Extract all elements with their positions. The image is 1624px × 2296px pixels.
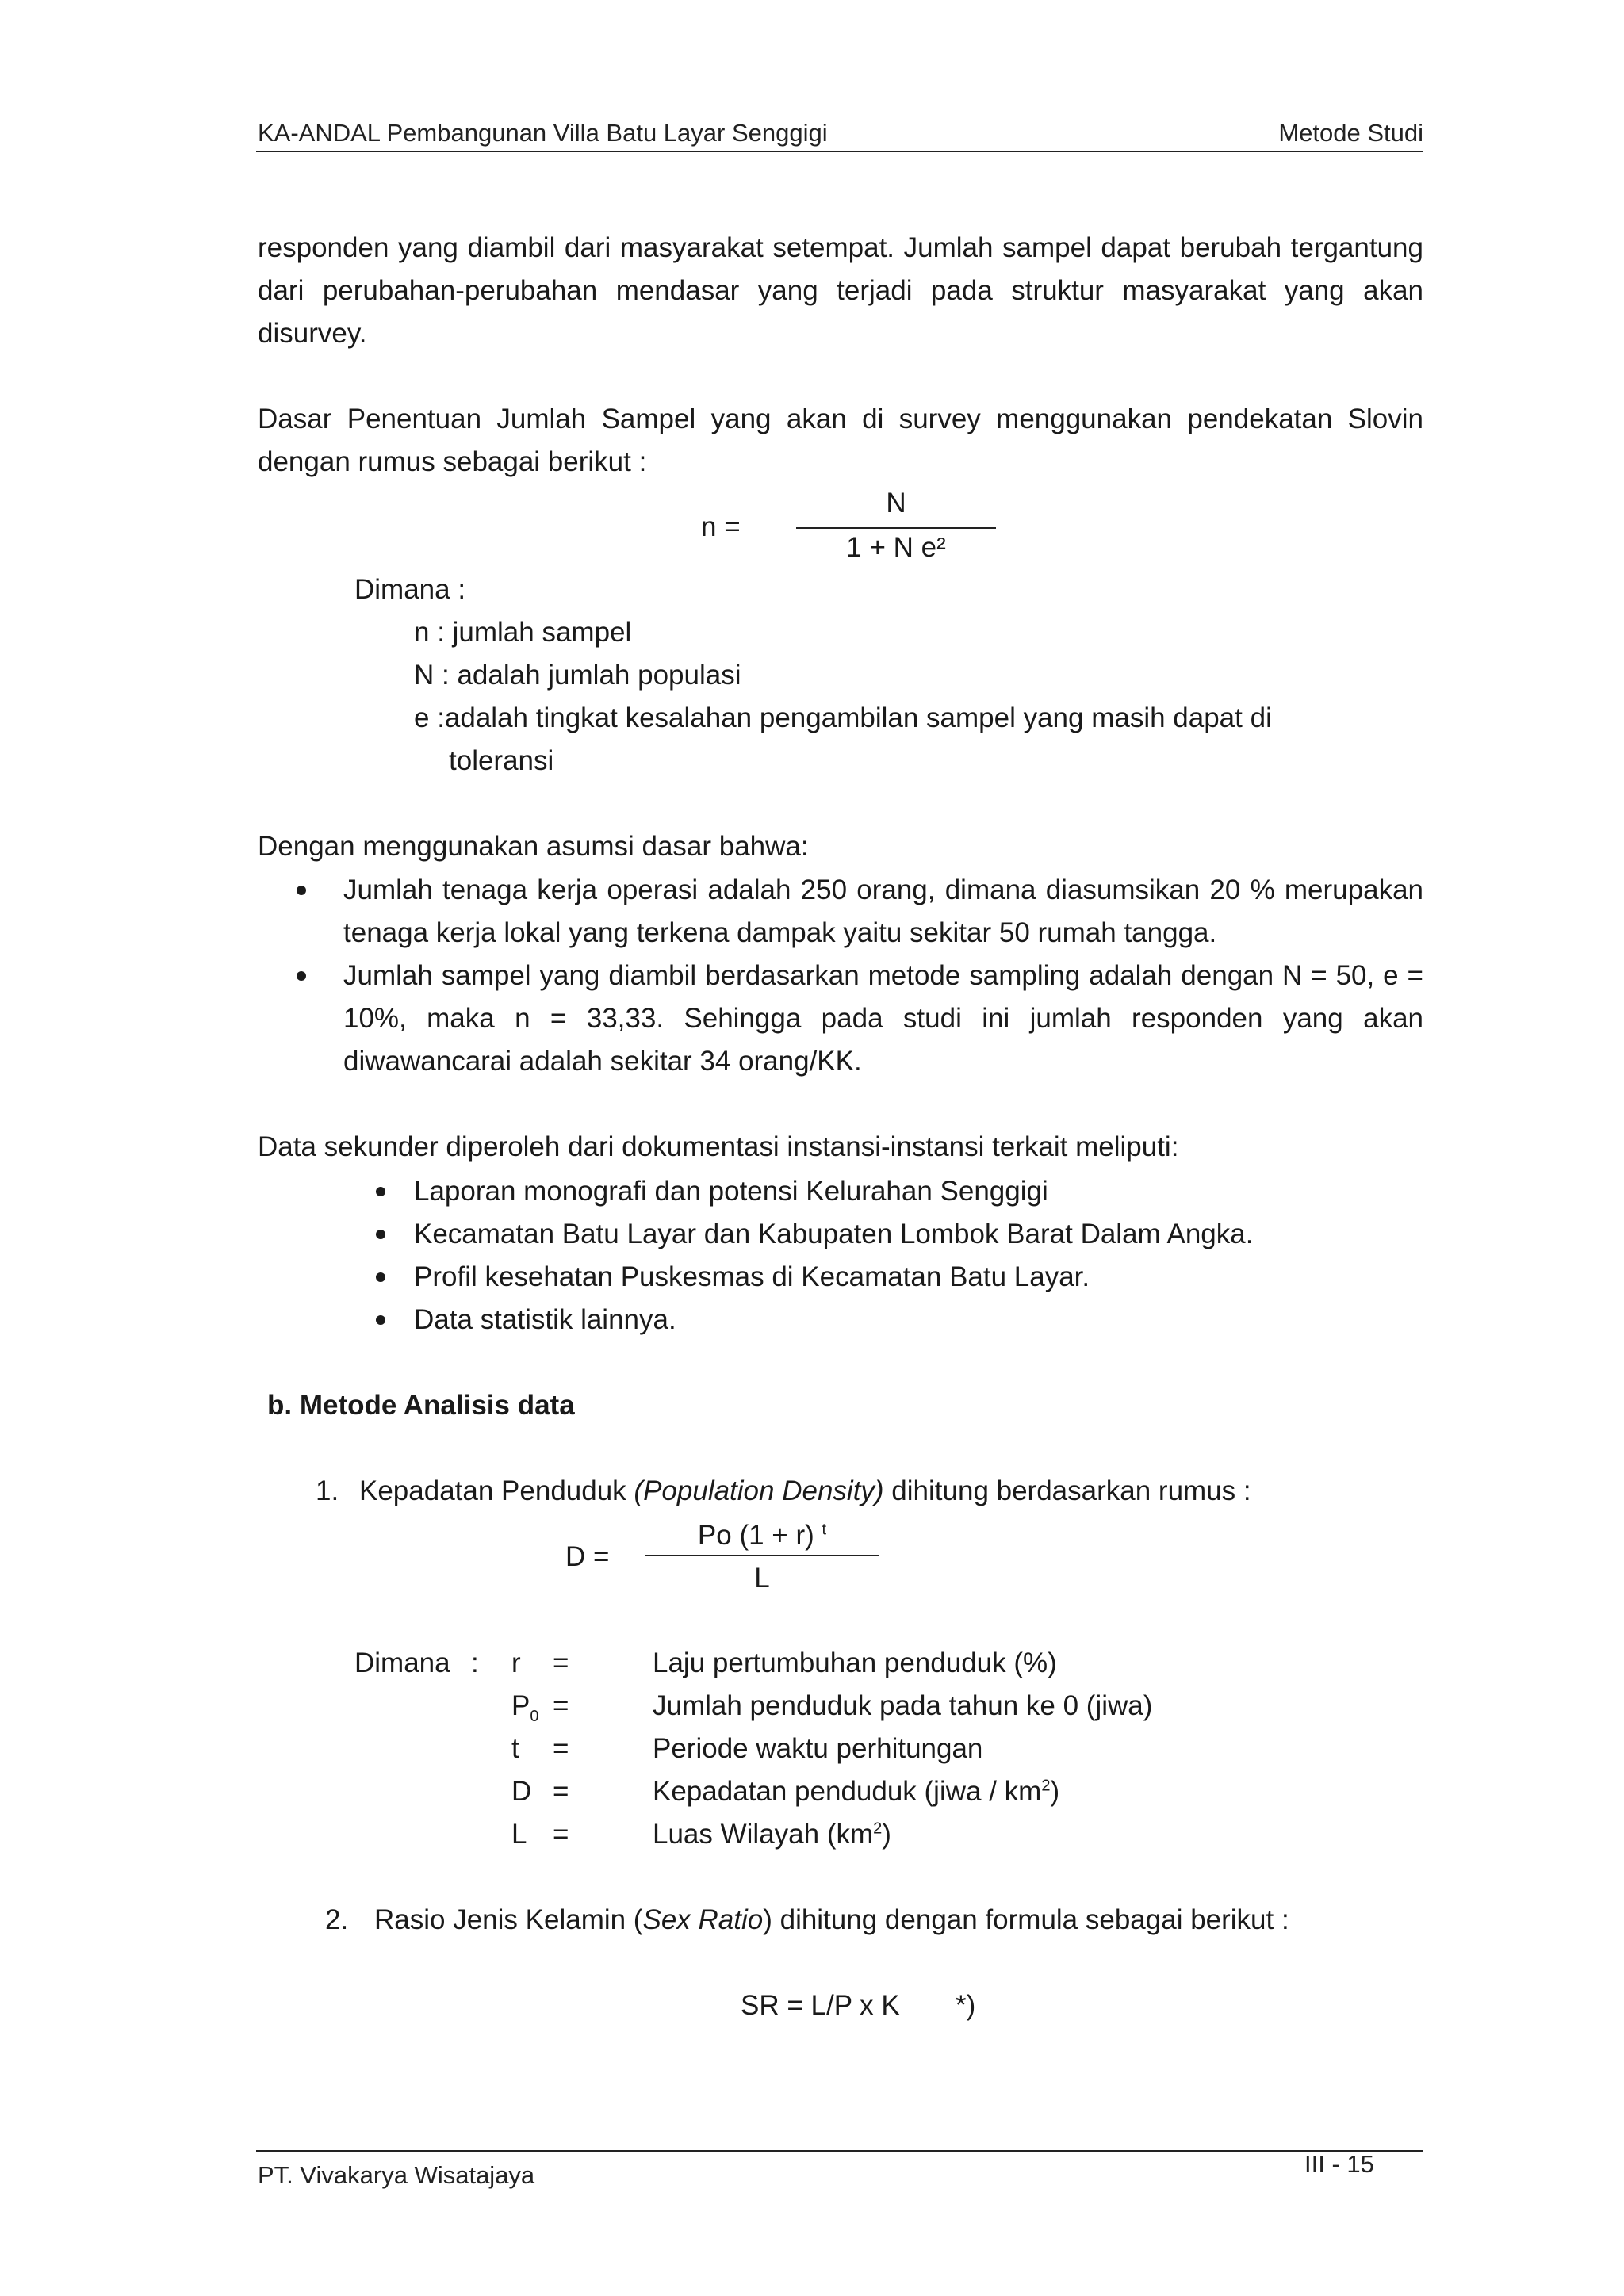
item-1-text: Kepadatan Penduduk (Population Density) dihitung berdasarkan rumus : [359,1475,1251,1506]
dimana-item-e-cont: toleransi [449,745,554,776]
var-l-equals: = [553,1819,569,1850]
secondary-intro: Data sekunder diperoleh dari dokumentasi instansi-instansi terkait meliputi: [258,1131,1179,1162]
bullet-icon [376,1187,385,1196]
slovin-denominator: 1 + N e² [846,532,946,563]
density-denominator: L [754,1563,770,1594]
footer-company: PT. Vivakarya Wisatajaya [258,2161,535,2189]
var-l-description: Luas Wilayah $(km^2)$ [653,1819,891,1850]
sex-ratio-note: *) [956,1990,976,2021]
bullet-icon [376,1315,385,1325]
secondary-bullet-4: Data statistik lainnya. [414,1304,676,1335]
dimana2-title: Dimana [354,1647,450,1678]
slovin-lhs: n = [701,511,741,542]
assumption-intro: Dengan menggunakan asumsi dasar bahwa: [258,831,809,862]
secondary-bullet-2: Kecamatan Batu Layar dan Kabupaten Lombok Barat Dalam Angka. [414,1219,1254,1249]
item-2-text: Rasio Jenis Kelamin (Sex Ratio) dihitung dengan formula sebagai berikut : [374,1904,1289,1935]
header-rule [256,151,1423,152]
var-d-description: Kepadatan penduduk (jiwa / $km^2$) [653,1776,1060,1807]
dimana-item-N: N : adalah jumlah populasi [414,660,741,691]
dimana2-colon: : [471,1647,479,1678]
slovin-numerator: N [886,488,906,519]
header-section: Metode Studi [1278,119,1423,147]
bullet-icon [297,886,306,895]
var-t-equals: = [553,1733,569,1764]
secondary-bullet-1: Laporan monografi dan potensi Kelurahan Senggigi [414,1176,1048,1207]
secondary-bullet-3: Profil kesehatan Puskesmas di Kecamatan Batu Layar. [414,1261,1090,1292]
density-fraction-bar [645,1555,879,1556]
var-r-description: Laju pertumbuhan penduduk (%) [653,1647,1057,1678]
density-lhs: D = [565,1541,610,1572]
dimana-title: Dimana : [354,574,466,605]
var-l-symbol: L [511,1819,527,1850]
page-number: III - 15 [1304,2150,1374,2178]
bullet-icon [376,1272,385,1282]
header-title: KA-ANDAL Pembangunan Villa Batu Layar Senggigi [258,119,828,147]
var-d-equals: = [553,1776,569,1807]
dimana-item-e: e :adalah tingkat kesalahan pengambilan sampel yang masih dapat di [414,702,1272,733]
assumption-bullet-1: Jumlah tenaga kerja operasi adalah 250 orang, dimana diasumsikan 20 % merupakan tenaga kerja lokal yang terkena dampak yaitu sekitar 50 rumah tangga. [343,874,1423,948]
footer-rule [256,2150,1423,2152]
var-t-symbol: t [511,1733,519,1764]
item-1-number: 1. [316,1475,339,1506]
dimana-item-n: n : jumlah sampel [414,617,632,648]
var-r-symbol: r [511,1647,521,1678]
density-numerator: Po (1 + r) $^t$ [697,1520,827,1551]
var-p0-symbol: $P_0$ [511,1690,539,1725]
var-p0-description: Jumlah penduduk pada tahun ke 0 (jiwa) [653,1690,1153,1721]
sex-ratio-formula: SR = L/P x K [741,1990,900,2021]
item-2-number: 2. [325,1904,349,1935]
bullet-icon [376,1230,385,1239]
paragraph-slovin-intro: Dasar Penentuan Jumlah Sampel yang akan di survey menggunakan pendekatan Slovin dengan rumus sebagai berikut : [258,404,1423,477]
var-p0-equals: = [553,1690,569,1721]
var-r-equals: = [553,1647,569,1678]
bullet-icon [297,971,306,981]
var-d-symbol: D [511,1776,532,1807]
section-heading-b: b. Metode Analisis data [267,1390,575,1421]
assumption-bullet-2: Jumlah sampel yang diambil berdasarkan metode sampling adalah dengan N = 50, e = 10%, maka n = 33,33. Sehingga pada studi ini jumlah responden yang akan diwawancarai adalah sekitar 34 orang/KK. [343,960,1423,1077]
var-t-description: Periode waktu perhitungan [653,1733,983,1764]
paragraph-responden: responden yang diambil dari masyarakat setempat. Jumlah sampel dapat berubah tergantung dari perubahan-perubahan mendasar yang terjadi pada struktur masyarakat yang akan disurvey. [258,232,1423,349]
